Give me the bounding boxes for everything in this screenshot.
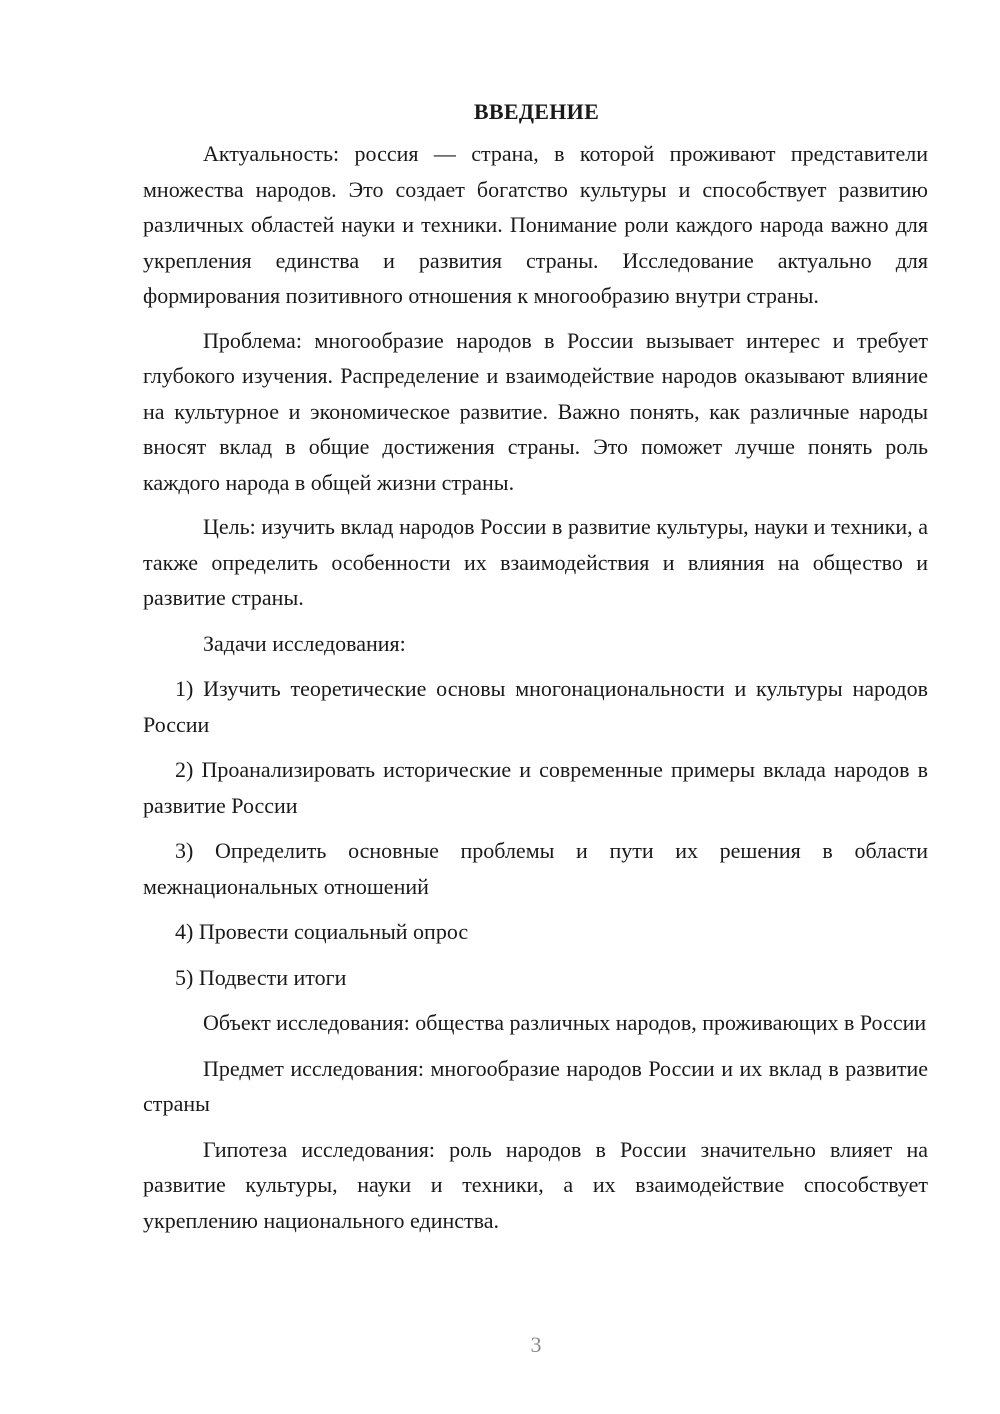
tasks-heading: Задачи исследования: bbox=[203, 630, 406, 656]
paragraph-goal: Цель: изучить вклад народов России в развитие культуры, науки и техники, а также определить особенности их взаимодействия и влияния на общество и развитие страны. bbox=[143, 514, 928, 610]
task-item-2: 2) Проанализировать исторические и современные примеры вклада народов в развитие России bbox=[143, 757, 928, 818]
task-item-4: 4) Провести социальный опрос bbox=[175, 919, 469, 944]
page-number: 3 bbox=[530, 1332, 542, 1357]
paragraph-subject: Предмет исследования: многообразие народов России и их вклад в развитие страны bbox=[143, 1055, 928, 1116]
task-item-5: 5) Подвести итоги bbox=[175, 964, 347, 990]
section-title: ВВЕДЕНИЕ bbox=[473, 99, 600, 124]
paragraph-hypothesis: Гипотеза исследования: роль народов в России значительно влияет на развитие культуры, науки и техники, а их взаимодействие способствует укреплению национального единства. bbox=[143, 1136, 928, 1233]
paragraph-relevance: Актуальность: россия — страна, в которой проживают представители множества народов. Это создает богатство культуры и способствует развитию различных областей науки и техники. Понимание роли каждого народа важно для укрепления единства и развития страны. Исследование актуально для формирования позитивного отношения к многообразию внутри страны. bbox=[143, 141, 928, 308]
page-content bbox=[143, 96, 928, 1238]
task-item-3: 3) Определить основные проблемы и пути их решения в области межнациональных отношений bbox=[143, 838, 928, 899]
paragraph-problem: Проблема: многообразие народов в России вызывает интерес и требует глубокого изучения. Распределение и взаимодействие народов оказывают влияние на культурное и экономическое развитие. Важно понять, как различные народы вносят вклад в общие достижения страны. Это поможет лучше понять роль каждого народа в общей жизни страны. bbox=[143, 327, 928, 495]
task-item-1: 1) Изучить теоретические основы многонациональности и культуры народов России bbox=[143, 676, 928, 737]
paragraph-object: Объект исследования: общества различных народов, проживающих в России bbox=[203, 1010, 927, 1035]
